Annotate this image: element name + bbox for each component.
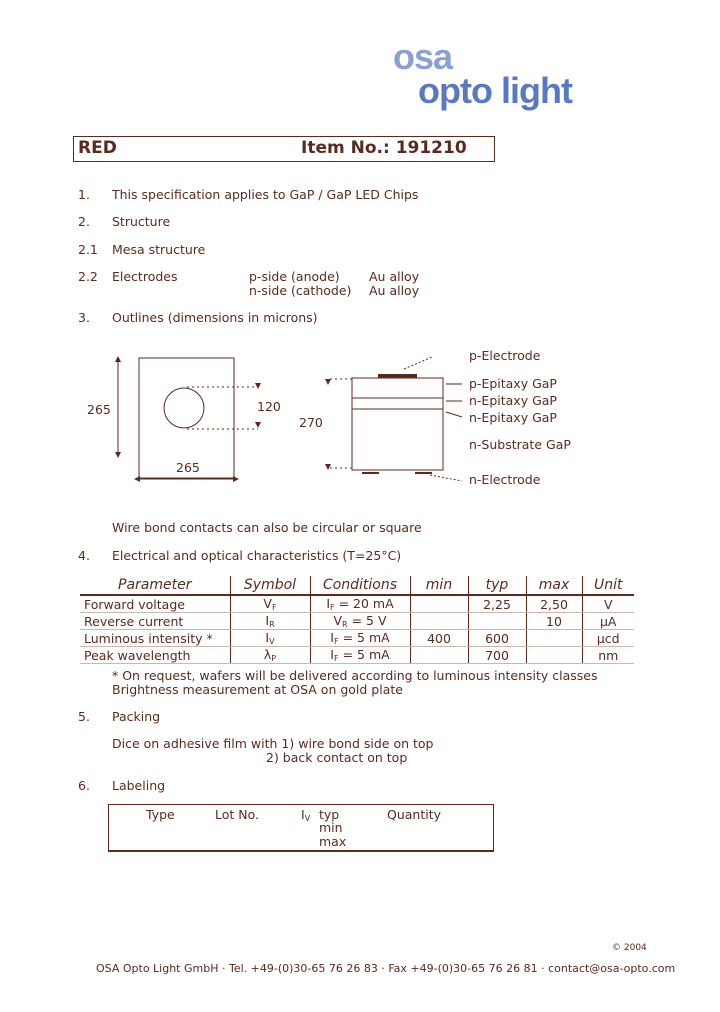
col-symbol: Symbol xyxy=(230,576,310,595)
p-side-label: p-side (anode) xyxy=(249,269,340,284)
label-lot: Lot No. xyxy=(215,807,260,822)
label-p-electrode: p-Electrode xyxy=(469,348,541,363)
cell-typ: 600 xyxy=(468,630,526,647)
cell-param: Luminous intensity * xyxy=(80,630,230,647)
cell-cond xyxy=(310,647,410,664)
sym: I xyxy=(265,613,270,628)
cell-cond xyxy=(310,613,410,630)
cond-val: = 5 V xyxy=(351,613,387,628)
table-row xyxy=(80,630,634,647)
table-row xyxy=(80,647,634,664)
footer-contact: OSA Opto Light GmbH · Tel. +49-(0)30-65 76 26 83 · Fax +49-(0)30-65 76 26 81 · contact@osa-opto.com xyxy=(96,962,676,975)
side-view-chip xyxy=(352,378,443,470)
cell-param: Reverse current xyxy=(80,613,230,630)
top-view-contact xyxy=(164,388,204,428)
cell-typ: 700 xyxy=(468,647,526,664)
section-3-text: Outlines (dimensions in microns) xyxy=(112,310,318,325)
col-unit: Unit xyxy=(582,576,634,595)
section-1-text: This specification applies to GaP / GaP LED Chips xyxy=(112,187,419,202)
cell-symbol xyxy=(230,613,310,630)
table-note-2: Brightness measurement at OSA on gold plate xyxy=(112,682,403,697)
cond-val: = 20 mA xyxy=(338,596,394,611)
label-type: Type xyxy=(146,807,175,822)
cell-param: Peak wavelength xyxy=(80,647,230,664)
p-electrode xyxy=(378,374,417,378)
n-side-material: Au alloy xyxy=(369,283,420,298)
label-p-epitaxy: p-Epitaxy GaP xyxy=(469,376,557,391)
iv-sub: V xyxy=(304,814,311,823)
label-n-substrate: n-Substrate GaP xyxy=(469,437,571,452)
section-2-num: 2. xyxy=(78,214,90,229)
section-21-num: 2.1 xyxy=(78,242,98,257)
cell-max xyxy=(526,647,582,664)
packing-line-2: 2) back contact on top xyxy=(266,750,408,765)
section-5-text: Packing xyxy=(112,709,161,724)
cond-sub: R xyxy=(342,620,348,629)
cell-unit: µA xyxy=(582,613,634,630)
cell-max: 2,50 xyxy=(526,595,582,613)
n-electrode-right xyxy=(415,472,432,474)
dim-circle: 120 xyxy=(257,399,281,414)
logo-osa: osa xyxy=(393,36,453,77)
col-parameter: Parameter xyxy=(80,576,230,595)
section-4-num: 4. xyxy=(78,548,90,563)
color-title: RED xyxy=(78,138,117,158)
cell-symbol xyxy=(230,647,310,664)
cell-max xyxy=(526,630,582,647)
table-row xyxy=(80,595,634,613)
label-iv xyxy=(301,807,310,823)
cell-typ: 2,25 xyxy=(468,595,526,613)
cell-cond xyxy=(310,630,410,647)
title-box xyxy=(73,136,495,162)
cell-typ xyxy=(468,613,526,630)
n-electrode-left xyxy=(362,472,379,474)
cond-sub: F xyxy=(333,637,339,646)
section-5-num: 5. xyxy=(78,709,90,724)
label-quantity: Quantity xyxy=(387,807,442,822)
sym: λ xyxy=(263,647,272,662)
label-n-epitaxy-1: n-Epitaxy GaP xyxy=(469,393,557,408)
logo-opto-light: opto light xyxy=(418,70,572,111)
label-max: max xyxy=(319,834,347,849)
cond-sub: F xyxy=(330,603,335,612)
p-side-material: Au alloy xyxy=(369,269,420,284)
section-21-text: Mesa structure xyxy=(112,242,206,257)
dim-chip: 270 xyxy=(299,415,323,430)
section-6-num: 6. xyxy=(78,778,90,793)
table-header-row xyxy=(80,576,634,595)
characteristics-table xyxy=(80,576,634,664)
section-1-num: 1. xyxy=(78,187,90,202)
sym-sub: R xyxy=(269,620,275,629)
label-typ: typ xyxy=(319,807,340,822)
cell-unit: nm xyxy=(582,647,634,664)
cond-sym: I xyxy=(326,596,331,611)
col-max: max xyxy=(526,576,582,595)
dim-height: 265 xyxy=(87,402,111,417)
copyright: © 2004 xyxy=(612,943,647,953)
cell-min xyxy=(410,613,468,630)
cell-unit: V xyxy=(582,595,634,613)
cond-sym: I xyxy=(330,630,334,645)
n-side-label: n-side (cathode) xyxy=(249,283,352,298)
label-min: min xyxy=(319,820,343,835)
section-6-text: Labeling xyxy=(112,778,166,793)
dim-width: 265 xyxy=(176,460,200,475)
cell-symbol xyxy=(230,595,310,613)
sym-sub: F xyxy=(271,603,277,612)
section-2-text: Structure xyxy=(112,214,171,229)
table-row xyxy=(80,613,634,630)
sym-sub: P xyxy=(271,654,277,663)
cond-sym: I xyxy=(330,647,334,662)
section-3-num: 3. xyxy=(78,310,90,325)
section-22-text: Electrodes xyxy=(112,269,178,284)
cond-val: = 5 mA xyxy=(342,630,390,645)
col-conditions: Conditions xyxy=(310,576,410,595)
iv-symbol: I xyxy=(301,807,305,822)
section-22-num: 2.2 xyxy=(78,269,98,284)
sym: V xyxy=(263,596,272,611)
section-4-text: Electrical and optical characteristics (T=25°C) xyxy=(112,548,402,563)
cell-symbol xyxy=(230,630,310,647)
cond-sym: V xyxy=(333,613,343,628)
cond-val: = 5 mA xyxy=(342,647,390,662)
cell-cond xyxy=(310,595,410,613)
cell-min xyxy=(410,595,468,613)
sym-sub: V xyxy=(269,637,275,646)
table-note-1: * On request, wafers will be delivered according to luminous intensity classes xyxy=(112,668,598,683)
col-min: min xyxy=(410,576,468,595)
label-n-electrode: n-Electrode xyxy=(469,472,541,487)
cell-param: Forward voltage xyxy=(80,595,230,613)
cell-min xyxy=(410,647,468,664)
cell-min: 400 xyxy=(410,630,468,647)
cond-sub: F xyxy=(333,654,339,663)
sym: I xyxy=(265,630,270,645)
item-number: Item No.: 191210 xyxy=(301,138,467,158)
outline-note: Wire bond contacts can also be circular or square xyxy=(112,520,422,535)
col-typ: typ xyxy=(468,576,526,595)
cell-max: 10 xyxy=(526,613,582,630)
packing-line-1: Dice on adhesive film with 1) wire bond side on top xyxy=(112,736,434,751)
cell-unit: µcd xyxy=(582,630,634,647)
label-n-epitaxy-2: n-Epitaxy GaP xyxy=(469,410,557,425)
